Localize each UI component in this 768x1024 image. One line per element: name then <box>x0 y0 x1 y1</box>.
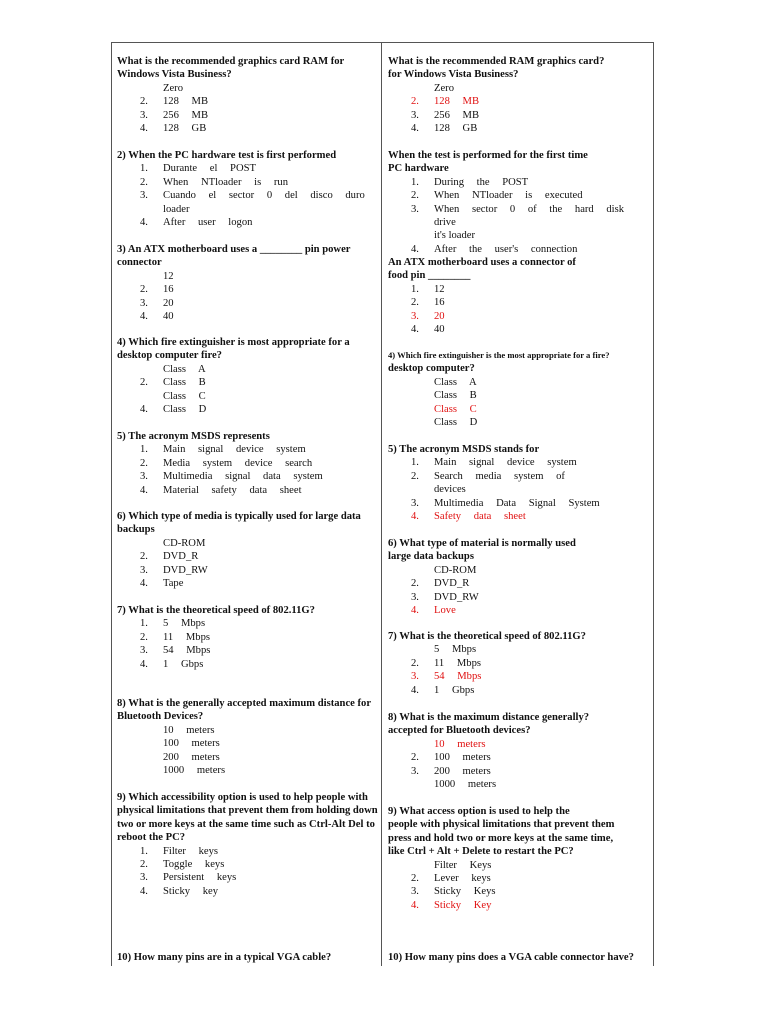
option-number: 1. <box>140 163 148 175</box>
answer-option <box>388 189 652 202</box>
answer-option <box>117 176 381 189</box>
answer-option <box>117 310 381 323</box>
question-block <box>117 951 381 964</box>
question-title: 6) What type of material is normally used large data backups <box>388 538 576 563</box>
option-number: 4. <box>411 123 419 135</box>
option-number <box>140 751 163 764</box>
answer-option <box>117 470 381 483</box>
option-number: 2. <box>411 873 419 885</box>
option-number: 2. <box>140 859 148 871</box>
option-text: 11 Mbps <box>163 631 210 643</box>
option-number: 2. <box>411 578 419 590</box>
option-number: 2. <box>140 457 148 469</box>
option-text: 100 meters <box>434 752 491 764</box>
option-text: Tape <box>163 578 184 590</box>
option-text-continuation: loader <box>163 203 190 215</box>
table-column-divider <box>381 42 382 966</box>
question-block <box>117 55 381 135</box>
option-text: 54 Mbps <box>434 671 482 683</box>
option-number <box>140 537 163 550</box>
table-right-border <box>653 42 654 966</box>
question-title: 7) What is the theoretical speed of 802.11G? <box>388 631 586 642</box>
option-text: Material safety data sheet <box>163 484 302 496</box>
question-title: 7) What is the theoretical speed of 802.11G? <box>117 605 315 616</box>
answer-option <box>388 416 652 429</box>
answer-option <box>388 591 652 604</box>
answer-option <box>117 270 381 283</box>
answer-option-highlighted <box>388 95 652 108</box>
question-title: 8) What is the maximum distance generally? accepted for Bluetooth devices? <box>388 712 590 737</box>
option-text: DVD_R <box>163 551 199 563</box>
answer-option <box>388 577 652 590</box>
option-number <box>411 403 434 416</box>
question-title: 9) Which accessibility option is used to help people with physical limitations that prevent them from holding down two or more keys at the same time such as Ctrl-Alt Del to reboot the PC? <box>117 792 378 844</box>
option-number: 3. <box>411 310 419 322</box>
option-number <box>411 416 434 429</box>
option-text: 10 meters <box>434 738 486 750</box>
option-text: Class D <box>434 417 478 429</box>
option-number: 3. <box>140 471 148 483</box>
option-text: 1 Gbps <box>163 658 204 670</box>
option-number <box>411 376 434 389</box>
question-block <box>117 604 381 671</box>
option-number <box>411 564 434 577</box>
answer-option <box>117 443 381 456</box>
option-text: Search media system of <box>434 470 565 482</box>
option-text: Sticky key <box>163 885 219 897</box>
answer-option-highlighted <box>388 738 652 751</box>
answer-option <box>388 497 652 510</box>
option-number: 2. <box>411 470 419 482</box>
option-number <box>140 390 163 403</box>
option-text: 16 <box>434 297 445 309</box>
question-title: When the test is performed for the first time PC hardware <box>388 150 588 175</box>
option-number <box>411 82 434 95</box>
option-number: 1. <box>140 845 148 857</box>
answer-option <box>388 376 652 389</box>
option-number <box>140 724 163 737</box>
option-text: Persistent keys <box>163 872 237 884</box>
question-block <box>388 711 652 791</box>
question-title: 10) How many pins are in a typical VGA cable? <box>117 952 332 963</box>
answer-option <box>117 845 381 858</box>
option-text: 128 MB <box>163 96 209 108</box>
option-text: Cuando el sector 0 del disco duro <box>163 190 365 202</box>
option-text: 128 GB <box>163 123 207 135</box>
option-text: DVD_RW <box>163 564 208 576</box>
answer-option <box>388 778 652 791</box>
answer-option <box>117 457 381 470</box>
option-number: 3. <box>140 564 148 576</box>
question-title: 9) What access option is used to help the people with physical limitations that prevent them press and hold two or more keys at the same time, like Ctrl + Alt + Delete to restart the PC? <box>388 806 615 858</box>
answer-option <box>388 283 652 296</box>
answer-option <box>388 470 652 483</box>
option-number: 1. <box>140 444 148 456</box>
option-number: 2. <box>411 190 419 202</box>
answer-option <box>117 644 381 657</box>
option-text: 10 meters <box>163 724 215 736</box>
option-text: Sticky Key <box>434 899 492 911</box>
option-text: Class C <box>163 390 206 402</box>
option-text: 256 MB <box>434 109 480 121</box>
option-text: Class B <box>434 390 477 402</box>
option-number: 2. <box>140 176 148 188</box>
question-block <box>117 510 381 590</box>
option-number: 3. <box>411 591 419 603</box>
answer-option <box>117 537 381 550</box>
answer-option <box>117 376 381 389</box>
question-block <box>388 805 652 912</box>
option-text: Durante el POST <box>163 163 256 175</box>
question-block <box>117 243 381 323</box>
table-top-border <box>111 42 653 43</box>
answer-option-highlighted <box>388 670 652 683</box>
option-number: 3. <box>411 497 419 509</box>
option-number: 4. <box>140 311 148 323</box>
answer-option <box>117 577 381 590</box>
option-text: Main signal device system <box>163 444 306 456</box>
option-number: 4. <box>140 217 148 229</box>
answer-option <box>388 243 652 256</box>
option-number <box>140 270 163 283</box>
option-text: Zero <box>434 82 454 94</box>
option-number <box>411 778 434 791</box>
option-text: 20 <box>434 310 445 322</box>
option-text: Sticky Keys <box>434 886 496 898</box>
option-number: 4. <box>140 484 148 496</box>
answer-option-highlighted <box>388 604 652 617</box>
answer-option <box>117 363 381 376</box>
option-text: When sector 0 of the hard disk drive <box>434 203 637 229</box>
question-title: 5) The acronym MSDS represents <box>117 431 270 442</box>
option-text: 1000 meters <box>434 779 497 791</box>
option-number: 4. <box>140 658 148 670</box>
option-number <box>411 389 434 402</box>
option-text: Love <box>434 605 456 617</box>
option-text: 40 <box>163 311 174 323</box>
option-text: Multimedia Data Signal System <box>434 497 600 509</box>
option-text: 5 Mbps <box>434 644 477 656</box>
option-number: 2. <box>411 96 419 108</box>
answer-option <box>388 859 652 872</box>
answer-option <box>117 122 381 135</box>
question-block <box>388 149 652 256</box>
option-text: Safety data sheet <box>434 511 526 523</box>
option-text: 1 Gbps <box>434 684 475 696</box>
option-number <box>411 859 434 872</box>
answer-option <box>388 389 652 402</box>
option-text: 100 meters <box>163 738 220 750</box>
option-text: DVD_RW <box>434 591 479 603</box>
question-block <box>388 443 652 523</box>
answer-option <box>388 643 652 656</box>
option-text: CD-ROM <box>163 537 206 549</box>
option-number: 3. <box>140 190 148 202</box>
question-block <box>388 630 652 697</box>
option-number: 4. <box>411 899 419 911</box>
question-title: An ATX motherboard uses a connector of food pin ________ <box>388 257 576 282</box>
answer-option <box>117 283 381 296</box>
option-number: 4. <box>140 404 148 416</box>
question-title: 6) Which type of media is typically used for large data backups <box>117 511 361 536</box>
option-text: 40 <box>434 324 445 336</box>
option-number: 2. <box>140 631 148 643</box>
option-text: Filter Keys <box>434 859 492 871</box>
option-text: Class C <box>434 403 477 415</box>
question-block <box>117 430 381 497</box>
option-number: 3. <box>140 645 148 657</box>
answer-option <box>388 296 652 309</box>
option-text: 20 <box>163 297 174 309</box>
option-number: 4. <box>411 684 419 696</box>
answer-option <box>117 390 381 403</box>
answer-option <box>388 122 652 135</box>
question-title: 5) The acronym MSDS stands for <box>388 444 540 455</box>
answer-option <box>388 765 652 778</box>
answer-option <box>388 203 652 230</box>
question-title: What is the recommended graphics card RAM for Windows Vista Business? <box>117 56 345 81</box>
answer-option <box>388 176 652 189</box>
option-text: 16 <box>163 284 174 296</box>
answer-option <box>117 871 381 884</box>
question-title: 4) Which fire extinguisher is most appropriate for a desktop computer fire? <box>117 337 350 362</box>
option-number: 3. <box>411 671 419 683</box>
option-text: 1000 meters <box>163 765 226 777</box>
option-number: 4. <box>140 885 148 897</box>
option-number: 2. <box>140 377 148 389</box>
answer-option <box>117 724 381 737</box>
answer-option <box>117 764 381 777</box>
answer-option <box>117 403 381 416</box>
question-title: What is the recommended RAM graphics card? for Windows Vista Business? <box>388 56 605 81</box>
option-text: Class B <box>163 377 206 389</box>
option-text: Multimedia signal data system <box>163 471 323 483</box>
option-text-continuation: it's loader <box>434 230 476 242</box>
answer-option <box>388 564 652 577</box>
option-text: Class A <box>163 363 206 375</box>
option-number <box>411 738 434 751</box>
answer-option <box>117 858 381 871</box>
option-number: 3. <box>140 297 148 309</box>
option-text: Zero <box>163 82 183 94</box>
option-number: 4. <box>140 123 148 135</box>
question-title: 10) How many pins does a VGA cable connector have? <box>388 952 634 963</box>
answer-option <box>388 323 652 336</box>
question-block <box>117 336 381 416</box>
answer-option-highlighted <box>388 403 652 416</box>
option-number: 1. <box>411 283 419 295</box>
question-title-continuation: desktop computer? <box>388 363 475 375</box>
answer-option <box>117 109 381 122</box>
option-text: After the user's connection <box>434 243 578 255</box>
option-number: 4. <box>411 324 419 336</box>
option-text: 5 Mbps <box>163 618 206 630</box>
answer-option <box>388 456 652 469</box>
option-number: 1. <box>140 618 148 630</box>
option-number <box>140 363 163 376</box>
question-title: 2) When the PC hardware test is first performed <box>117 150 337 161</box>
answer-option <box>117 95 381 108</box>
answer-option <box>388 657 652 670</box>
option-text: 256 MB <box>163 109 209 121</box>
answer-option <box>388 82 652 95</box>
option-text-continuation: devices <box>434 484 466 496</box>
option-number: 3. <box>411 203 419 215</box>
option-text: During the POST <box>434 176 529 188</box>
option-number: 4. <box>411 605 419 617</box>
option-number: 2. <box>140 96 148 108</box>
option-text: 54 Mbps <box>163 645 211 657</box>
option-number <box>140 764 163 777</box>
option-text: Media system device search <box>163 457 313 469</box>
option-number: 3. <box>140 109 148 121</box>
option-text: DVD_R <box>434 578 470 590</box>
option-text: CD-ROM <box>434 564 477 576</box>
option-number: 2. <box>411 752 419 764</box>
option-text: Main signal device system <box>434 457 577 469</box>
question-block <box>388 55 652 135</box>
answer-option <box>117 189 381 202</box>
answer-option <box>388 684 652 697</box>
answer-option <box>388 109 652 122</box>
question-block <box>388 256 652 336</box>
option-number: 3. <box>411 109 419 121</box>
option-number: 4. <box>140 578 148 590</box>
question-block <box>388 537 652 617</box>
option-text: When NTloader is run <box>163 176 289 188</box>
answer-option <box>117 162 381 175</box>
question-title: 8) What is the generally accepted maximum distance for Bluetooth Devices? <box>117 698 371 723</box>
answer-option <box>388 872 652 885</box>
option-text: Lever keys <box>434 873 491 885</box>
question-block <box>388 349 652 429</box>
option-number: 2. <box>140 284 148 296</box>
answer-option-highlighted <box>388 310 652 323</box>
option-text: After user logon <box>163 217 253 229</box>
option-number <box>411 643 434 656</box>
answer-option <box>117 737 381 750</box>
option-number <box>140 737 163 750</box>
answer-option <box>117 885 381 898</box>
option-text: 128 GB <box>434 123 478 135</box>
answer-option-highlighted <box>388 899 652 912</box>
answer-option <box>388 885 652 898</box>
option-text: 12 <box>163 270 174 282</box>
option-text: 128 MB <box>434 96 480 108</box>
table-left-border <box>111 42 112 966</box>
option-number: 3. <box>140 872 148 884</box>
answer-option <box>117 297 381 310</box>
option-number: 3. <box>411 886 419 898</box>
option-number <box>140 82 163 95</box>
question-block <box>388 951 652 964</box>
answer-option <box>117 658 381 671</box>
question-block <box>117 149 381 229</box>
option-number: 2. <box>411 657 419 669</box>
question-title: 3) An ATX motherboard uses a ________ pin power connector <box>117 244 351 269</box>
answer-option <box>117 564 381 577</box>
answer-option <box>117 550 381 563</box>
option-number: 1. <box>411 176 419 188</box>
answer-option <box>117 82 381 95</box>
answer-option <box>117 631 381 644</box>
answer-option <box>117 751 381 764</box>
answer-option <box>117 484 381 497</box>
answer-option <box>117 216 381 229</box>
option-text: When NTloader is executed <box>434 190 583 202</box>
option-number: 4. <box>411 243 419 255</box>
option-text: 200 meters <box>434 765 491 777</box>
option-text: 12 <box>434 283 445 295</box>
option-number: 2. <box>140 551 148 563</box>
option-number: 3. <box>411 765 419 777</box>
option-text: 11 Mbps <box>434 657 481 669</box>
option-text: Toggle keys <box>163 859 225 871</box>
option-text: Class A <box>434 376 477 388</box>
question-block <box>117 697 381 777</box>
option-number: 2. <box>411 297 419 309</box>
option-number: 4. <box>411 511 419 523</box>
answer-option <box>117 617 381 630</box>
option-text: 200 meters <box>163 751 220 763</box>
answer-option <box>388 751 652 764</box>
question-block <box>117 791 381 898</box>
question-title: 4) Which fire extinguisher is the most appropriate for a fire? <box>388 350 610 360</box>
option-text: Filter keys <box>163 845 219 857</box>
option-number: 1. <box>411 457 419 469</box>
option-text: Class D <box>163 404 207 416</box>
answer-option-highlighted <box>388 510 652 523</box>
